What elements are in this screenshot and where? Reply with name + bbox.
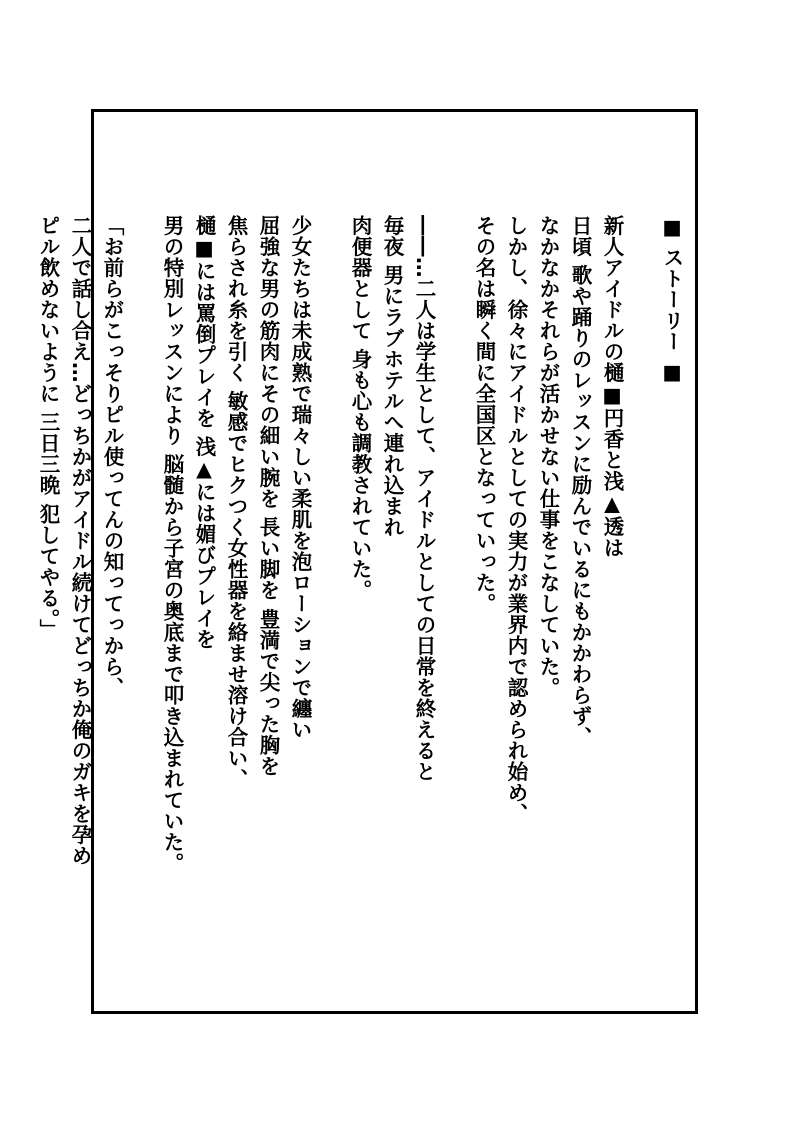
paragraph-3 [156, 215, 316, 935]
heading-text: ■ ストーリー ■ [660, 215, 684, 385]
text-line: 日頃 歌や踊りのレッスンに励んでいるにもかかわらず、 [568, 215, 592, 748]
text-line: 「お前らがこっそりピル使ってんの知ってっから、 [100, 215, 124, 698]
paragraph-2 [344, 215, 440, 935]
text-line: その名は瞬く間に全国区となっていった。 [472, 215, 496, 614]
text-line: 肉便器として 身も心も調教されていた。 [348, 215, 372, 601]
text-line: 樋■には罵倒プレイを 浅▲には媚びプレイを [192, 215, 216, 650]
paragraph-4 [32, 215, 128, 935]
text-line: ピル飲めないように 三日三晩 犯してやる。」 [36, 215, 60, 641]
text-line: 男の特別レッスンにより 脳髄から子宮の奥底まで叩き込まれていた。 [160, 215, 184, 874]
text-line: 毎夜 男にラブホテルへ連れ込まれ [380, 215, 404, 538]
text-line: しかし、徐々にアイドルとしての実力が業界内で認められ始め、 [504, 215, 528, 824]
text-line: 二人で話し合え…どっちかがアイドル続けてどっちか俺のガキを孕め [68, 215, 92, 866]
text-line: 新人アイドルの樋■円香と浅▲透は [600, 215, 624, 558]
text-line: 少女たちは未成熟で瑞々しい柔肌を泡ローションで纏い [288, 215, 312, 740]
paragraph-1 [468, 215, 628, 935]
text-line: ――…二人は学生として、アイドルとしての日常を終えると [412, 215, 436, 782]
text-line: 焦らされ糸を引く 敏感でヒクつく女性器を絡ませ溶け合い、 [224, 215, 248, 790]
text-line: なかなかそれらが活かせない仕事をこなしていた。 [536, 215, 560, 698]
text-line: 屈強な男の筋肉にその細い腕を 長い脚を 豊満で尖った胸を [256, 215, 280, 777]
story-text [36, 215, 688, 935]
story-heading [656, 215, 688, 935]
